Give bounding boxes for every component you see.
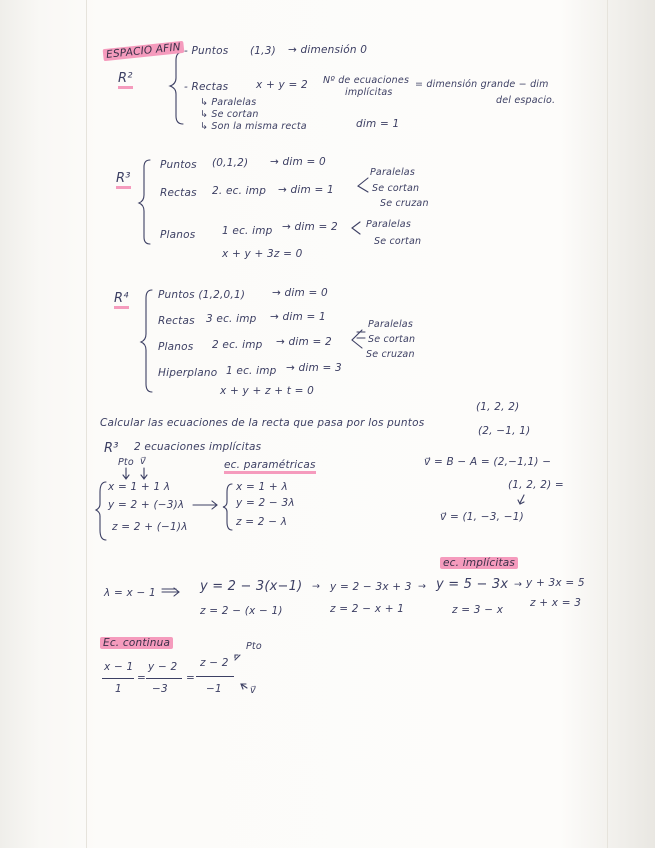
branch-r3-planes: [352, 222, 360, 234]
frac-1-bar: [102, 678, 134, 679]
simp-x: x = 1 + λ: [236, 481, 288, 493]
frac-3-den: −1: [206, 683, 222, 695]
param-label: ec. paramétricas: [224, 458, 316, 472]
r2-dim-rule-1: = dimensión grande − dim: [415, 79, 549, 90]
r4-points-dim: → dim = 0: [272, 287, 328, 299]
branch-r4-lines: [357, 332, 365, 338]
r3-points-coord: (0,1,2): [212, 157, 249, 169]
r3-lines: Rectas: [160, 187, 197, 199]
continuous-label: Ec. continua: [100, 636, 173, 650]
r2-eq-note-2: implícitas: [345, 87, 393, 98]
r2-lines-eq: x + y = 2: [256, 79, 308, 91]
branch-r3-lines: [358, 178, 368, 192]
arrow-pto-note: [235, 655, 240, 660]
r4-opt-cross: Se cortan: [368, 334, 416, 345]
vector-step-1: v⃗ = B − A = (2,−1,1) −: [424, 456, 552, 468]
pto-note: Pto: [246, 641, 262, 652]
r2-case-cross: ↳ Se cortan: [200, 109, 259, 120]
r4-opt-skew: Se cruzan: [366, 349, 415, 360]
v-note: v⃗: [250, 685, 256, 696]
equals-1: =: [137, 672, 146, 684]
r4-planes-eq: 2 ec. imp: [212, 339, 263, 351]
r2-points-dim: → dimensión 0: [288, 44, 368, 56]
arrow-implies: [162, 588, 179, 596]
arrow-to-simplified: [193, 501, 217, 509]
r4-planes: Planos: [158, 341, 194, 353]
r2-case-same: ↳ Son la misma recta: [200, 121, 307, 132]
arrow-vector: [518, 495, 524, 504]
r2-dim-1: dim = 1: [356, 118, 400, 130]
r3-lines-skew: Se cruzan: [380, 198, 429, 209]
r3-label: R³: [116, 172, 131, 186]
r3-points-dim: → dim = 0: [270, 156, 326, 168]
r3-planes-dim: → dim = 2: [282, 221, 338, 233]
r3-lines-eq: 2. ec. imp: [212, 185, 267, 197]
implicit-label: ec. implícitas: [440, 556, 518, 570]
r4-hyperplane-eq: 1 ec. imp: [226, 365, 277, 377]
z-step-1: z = 2 − (x − 1): [200, 605, 283, 617]
r2-case-parallel: ↳ Paralelas: [200, 97, 257, 108]
y-step-1: y = 2 − 3(x−1): [200, 579, 303, 594]
r3-planes: Planos: [160, 229, 196, 241]
r2-dim-rule-2: del espacio.: [496, 95, 556, 106]
r3-planes-cross: Se cortan: [374, 236, 422, 247]
frac-2-num: y − 2: [148, 661, 178, 673]
r3-planes-parallel: Paralelas: [366, 219, 411, 230]
frac-3-bar: [196, 676, 234, 677]
exercise-statement: Calcular las ecuaciones de la recta que pasa por los puntos: [100, 417, 425, 429]
exercise-point-b: (2, −1, 1): [478, 425, 531, 437]
r4-lines-dim: → dim = 1: [270, 311, 326, 323]
r2-points: - Puntos: [184, 45, 229, 57]
exercise-point-a: (1, 2, 2): [476, 401, 520, 413]
r3-planes-example: x + y + 3z = 0: [222, 248, 303, 260]
pto-label: Pto: [118, 457, 134, 468]
brace-r2: [170, 52, 183, 124]
r4-hyperplane: Hiperplano: [158, 367, 218, 379]
brace-eq-system: [96, 482, 106, 540]
vector-step-2: (1, 2, 2) =: [508, 479, 564, 491]
arrow-y-3: →: [514, 579, 523, 590]
r2-label: R²: [118, 72, 133, 86]
arrow-y-1: →: [312, 581, 321, 592]
brace-simplified: [223, 484, 232, 530]
frac-1-den: 1: [115, 683, 122, 695]
r2-lines: - Rectas: [184, 81, 229, 93]
frac-1-num: x − 1: [104, 661, 134, 673]
eq-x: x = 1 + 1 λ: [108, 481, 171, 493]
r4-planes-dim: → dim = 2: [276, 336, 332, 348]
r3-planes-eq: 1 ec. imp: [222, 225, 273, 237]
y-step-3: y = 5 − 3x: [436, 577, 509, 592]
brace-r4: [141, 290, 152, 392]
r3-points: Puntos: [160, 159, 197, 171]
arrow-y-2: →: [418, 581, 427, 592]
equals-2: =: [186, 672, 195, 684]
r4-label: R⁴: [114, 292, 129, 306]
r4-opt-parallel: Paralelas: [368, 319, 413, 330]
arrow-v-note: [241, 684, 247, 689]
r4-points: Puntos (1,2,0,1): [158, 289, 246, 301]
r4-lines-eq: 3 ec. imp: [206, 313, 257, 325]
v-label: v⃗: [140, 456, 146, 467]
r2-points-coord: (1,3): [250, 45, 276, 57]
frac-2-bar: [146, 678, 182, 679]
vector-result: v⃗ = (1, −3, −1): [440, 511, 524, 523]
r2-eq-note-1: Nº de ecuaciones: [323, 75, 410, 86]
r3-lines-cross: Se cortan: [372, 183, 420, 194]
simp-y: y = 2 − 3λ: [236, 497, 295, 509]
eq-z: z = 2 + (−1)λ: [112, 521, 188, 533]
lambda-eq: λ = x − 1: [104, 587, 156, 599]
exercise-space-note: 2 ecuaciones implícitas: [134, 441, 262, 453]
r3-lines-dim: → dim = 1: [278, 184, 334, 196]
frac-2-den: −3: [152, 683, 168, 695]
brace-r3: [139, 160, 150, 244]
arrow-v: [141, 468, 147, 479]
r4-hyperplane-dim: → dim = 3: [286, 362, 342, 374]
frac-3-num: z − 2: [200, 657, 229, 669]
z-step-3: z = 3 − x: [452, 604, 504, 616]
heading-espacio-afin: ESPACIO AFIN: [102, 40, 184, 62]
y-step-2: y = 2 − 3x + 3: [330, 581, 412, 593]
eq-y: y = 2 + (−3)λ: [108, 499, 185, 511]
r3-lines-parallel: Paralelas: [370, 167, 415, 178]
branch-r4: [352, 330, 362, 348]
exercise-space: R³: [104, 441, 119, 456]
y-final: y + 3x = 5: [526, 577, 585, 589]
r4-hyperplane-example: x + y + z + t = 0: [220, 385, 315, 397]
simp-z: z = 2 − λ: [236, 516, 288, 528]
z-final: z + x = 3: [530, 597, 582, 609]
r4-lines: Rectas: [158, 315, 195, 327]
z-step-2: z = 2 − x + 1: [330, 603, 405, 615]
